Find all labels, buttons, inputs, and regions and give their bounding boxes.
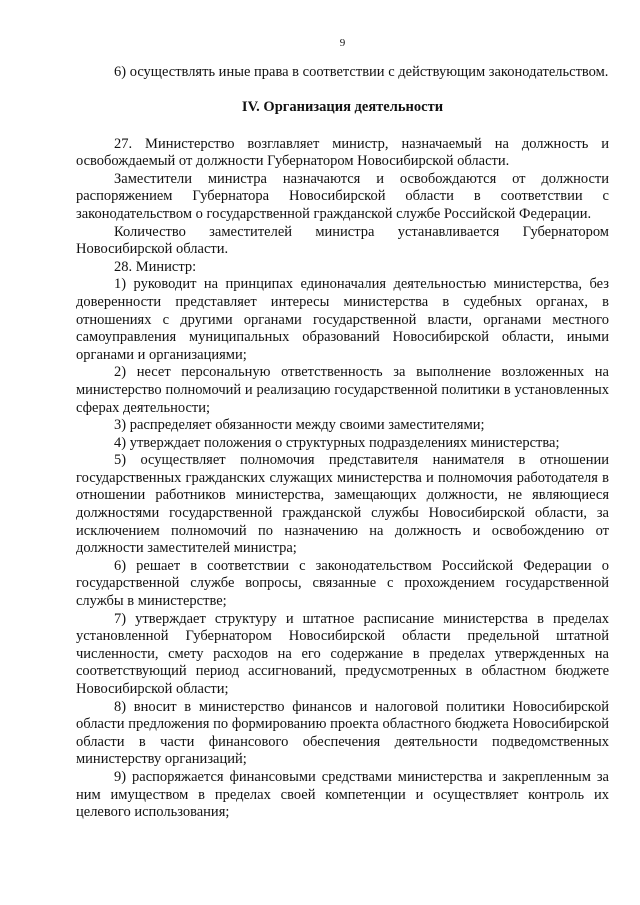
paragraph-intro: 6) осуществлять иные права в соответствии с действующим законодательством. [114,64,609,80]
list-item-8: 8) вносит в министерство финансов и налоговой политики Новосибирской области предложения по формированию проекта областного бюджета Новосибирской области в части финансового обеспечения деятельности подведомственных министерству организаций; [76,698,609,768]
list-item-2: 2) несет персональную ответственность за выполнение возложенных на министерство полномочий и реализацию государственной политики в установленных сферах деятельности; [76,364,609,416]
page-number: 9 [339,37,346,49]
list-item-1: 1) руководит на принципах единоначалия деятельностью министерства, без доверенности представляет интересы министерства в судебных органах, в отношениях с другими органами государственной власти, органами местного самоуправления муниципальных образований Новосибирской области, иными органами и организациями; [76,276,609,363]
paragraph-deputies-appointment: Заместители министра назначаются и освобождаются от должности распоряжением Губернатора Новосибирской области в соответствии с законодательством о государственной гражданской службе Российской Федерации. [76,170,609,222]
list-item-7: 7) утверждает структуру и штатное расписание министерства в пределах установленной Губернатором Новосибирской области предельной штатной численности, смету расходов на его содержание в пределах утвержденных на соответствующий период ассигнований, предусмотренных в областном бюджете Новосибирской области; [76,610,609,697]
section-heading: IV. Организация деятельности [241,98,444,115]
list-item-6: 6) решает в соответствии с законодательством Российской Федерации о государственной службе вопросы, связанные с прохождением государственной службы в министерстве; [76,557,609,610]
list-item-4: 4) утверждает положения о структурных подразделениях министерства; [114,434,560,451]
list-item-9: 9) распоряжается финансовыми средствами министерства и закрепленным за ним имуществом в пределах своей компетенции и осуществляет контроль их целевого использования; [76,768,609,821]
list-item-3: 3) распределяет обязанности между своими заместителями; [114,417,485,434]
list-item-5: 5) осуществляет полномочия представителя нанимателя в отношении государственных гражданских служащих министерства и полномочия работодателя в отношении работников министерства, замещающих должности, не являющиеся должностями государственной гражданской службы Новосибирской области, за исключением полномочий по назначению на должность и освобождению от должности заместителей министра; [76,452,609,557]
paragraph-27: 27. Министерство возглавляет министр, назначаемый на должность и освобождаемый от должности Губернатором Новосибирской области. [76,135,609,170]
paragraph-deputies-count: Количество заместителей министра устанавливается Губернатором Новосибирской области. [76,223,609,258]
paragraph-28: 28. Министр: [114,258,197,275]
